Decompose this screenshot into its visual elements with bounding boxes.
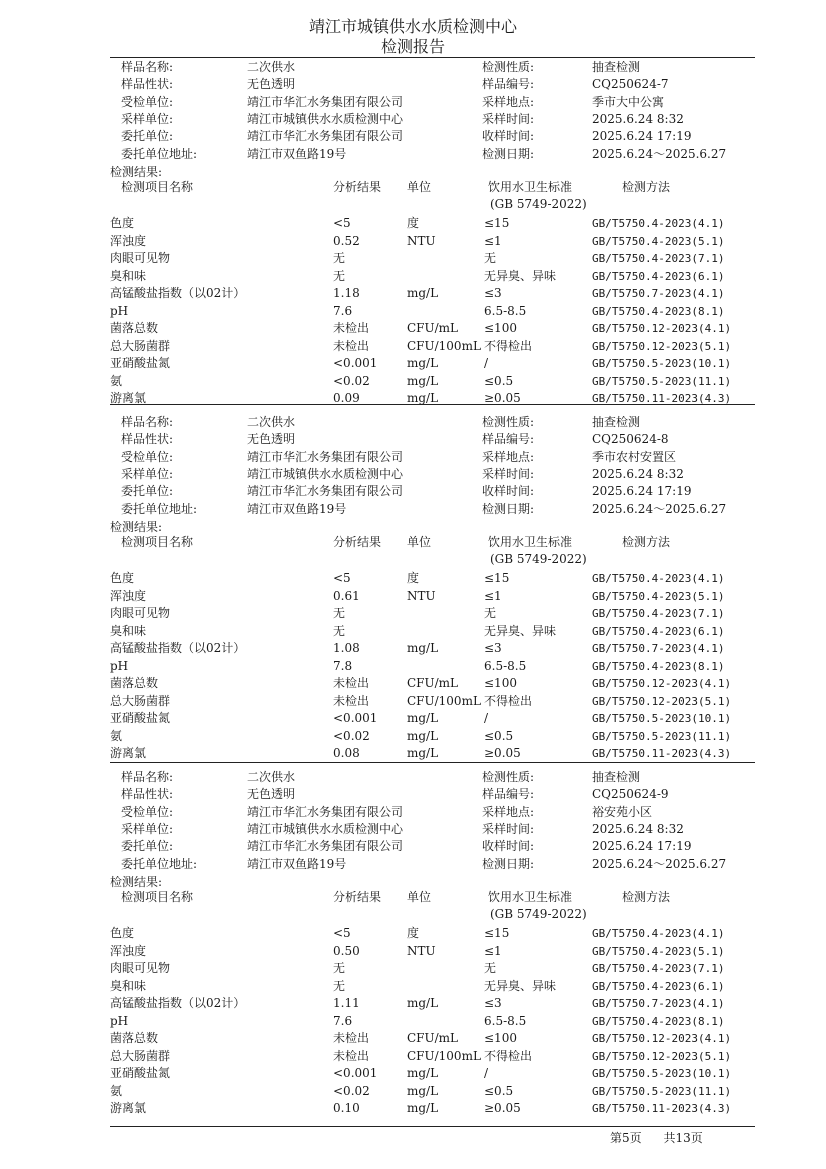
cell-item: 臭和味 bbox=[110, 979, 147, 993]
cell-result: 无 bbox=[333, 251, 346, 265]
cell-result: 无 bbox=[333, 624, 346, 638]
cell-std: ≤1 bbox=[484, 234, 502, 248]
cell-unit: CFU/mL bbox=[407, 1031, 459, 1045]
cell-unit: mg/L bbox=[407, 356, 439, 370]
cell-method: GB/T5750.12-2023(5.1) bbox=[592, 1050, 732, 1063]
cell-item: pH bbox=[110, 1014, 129, 1028]
cell-std: 6.5-8.5 bbox=[484, 1014, 527, 1028]
meta-value-inspected-unit: 靖江市华汇水务集团有限公司 bbox=[247, 805, 404, 819]
meta-value-sample-props: 无色透明 bbox=[247, 77, 296, 91]
cell-std: 不得检出 bbox=[484, 339, 533, 353]
cell-method: GB/T5750.12-2023(5.1) bbox=[592, 695, 732, 708]
meta-value-sample-name: 二次供水 bbox=[247, 60, 296, 74]
meta-value-receive-time: 2025.6.24 17:19 bbox=[592, 129, 692, 143]
meta-value-sample-props: 无色透明 bbox=[247, 432, 296, 446]
cell-item: 游离氯 bbox=[110, 746, 147, 760]
cell-method: GB/T5750.4-2023(4.1) bbox=[592, 572, 725, 585]
cell-std: 无 bbox=[484, 251, 497, 265]
cell-result: 无 bbox=[333, 606, 346, 620]
cell-method: GB/T5750.12-2023(4.1) bbox=[592, 677, 732, 690]
cell-unit: mg/L bbox=[407, 1084, 439, 1098]
meta-value-client-address: 靖江市双鱼路19号 bbox=[247, 857, 347, 871]
cell-std: / bbox=[484, 356, 489, 370]
cell-unit: mg/L bbox=[407, 1101, 439, 1115]
cell-std: ≤1 bbox=[484, 589, 502, 603]
cell-item: 肉眼可见物 bbox=[110, 251, 171, 265]
cell-std: ≤3 bbox=[484, 641, 502, 655]
cell-method: GB/T5750.7-2023(4.1) bbox=[592, 287, 725, 300]
meta-label-sample-no: 样品编号: bbox=[482, 787, 535, 801]
meta-value-sample-name: 二次供水 bbox=[247, 770, 296, 784]
meta-value-client-unit: 靖江市华汇水务集团有限公司 bbox=[247, 484, 404, 498]
cell-unit: mg/L bbox=[407, 391, 439, 405]
cell-result: 未检出 bbox=[333, 676, 370, 690]
cell-result: 0.50 bbox=[333, 944, 360, 958]
cell-item: 氨 bbox=[110, 374, 123, 388]
column-header-result: 分析结果 bbox=[333, 180, 382, 194]
cell-std: ≤100 bbox=[484, 676, 517, 690]
cell-method: GB/T5750.4-2023(6.1) bbox=[592, 625, 725, 638]
meta-value-client-address: 靖江市双鱼路19号 bbox=[247, 502, 347, 516]
cell-item: 色度 bbox=[110, 926, 135, 940]
cell-std: / bbox=[484, 1066, 489, 1080]
report-org-title: 靖江市城镇供水水质检测中心 bbox=[308, 17, 517, 36]
cell-std: ≤0.5 bbox=[484, 1084, 514, 1098]
cell-item: 游离氯 bbox=[110, 1101, 147, 1115]
cell-item: 氨 bbox=[110, 729, 123, 743]
meta-label-inspected-unit: 受检单位: bbox=[121, 95, 174, 109]
meta-value-test-nature: 抽查检测 bbox=[592, 770, 641, 784]
page-footer bbox=[610, 1129, 721, 1146]
meta-value-sample-props: 无色透明 bbox=[247, 787, 296, 801]
cell-item: 高锰酸盐指数（以02计） bbox=[110, 996, 246, 1010]
meta-label-sampling-unit: 采样单位: bbox=[121, 822, 174, 836]
meta-value-receive-time: 2025.6.24 17:19 bbox=[592, 839, 692, 853]
cell-item: 浑浊度 bbox=[110, 944, 147, 958]
column-header-method: 检测方法 bbox=[622, 535, 671, 549]
meta-value-test-nature: 抽查检测 bbox=[592, 415, 641, 429]
cell-std: 无异臭、异味 bbox=[484, 269, 557, 283]
column-header-item: 检测项目名称 bbox=[121, 180, 194, 194]
report-subtitle: 检测报告 bbox=[380, 37, 445, 56]
cell-method: GB/T5750.4-2023(7.1) bbox=[592, 252, 725, 265]
cell-result: 7.6 bbox=[333, 1014, 353, 1028]
meta-label-test-nature: 检测性质: bbox=[482, 770, 535, 784]
cell-std: ≥0.05 bbox=[484, 746, 521, 760]
meta-value-sampling-unit: 靖江市城镇供水水质检测中心 bbox=[247, 112, 404, 126]
cell-result: 1.08 bbox=[333, 641, 360, 655]
cell-unit: NTU bbox=[407, 589, 436, 603]
section-divider bbox=[110, 762, 755, 763]
meta-label-test-nature: 检测性质: bbox=[482, 415, 535, 429]
cell-method: GB/T5750.5-2023(11.1) bbox=[592, 375, 732, 388]
cell-std: 6.5-8.5 bbox=[484, 304, 527, 318]
column-header-unit: 单位 bbox=[407, 180, 432, 194]
cell-item: 高锰酸盐指数（以02计） bbox=[110, 286, 246, 300]
cell-result: 未检出 bbox=[333, 694, 370, 708]
cell-std: ≤15 bbox=[484, 571, 510, 585]
column-header-standard-ref: (GB 5749-2022) bbox=[490, 552, 587, 566]
cell-result: 未检出 bbox=[333, 1031, 370, 1045]
cell-result: 7.8 bbox=[333, 659, 353, 673]
cell-std: ≤0.5 bbox=[484, 374, 514, 388]
cell-item: 氨 bbox=[110, 1084, 123, 1098]
cell-item: 肉眼可见物 bbox=[110, 961, 171, 975]
cell-method: GB/T5750.4-2023(7.1) bbox=[592, 962, 725, 975]
meta-label-client-unit: 委托单位: bbox=[121, 839, 174, 853]
meta-label-sample-name: 样品名称: bbox=[121, 770, 174, 784]
cell-std: ≤15 bbox=[484, 216, 510, 230]
meta-label-sampling-time: 采样时间: bbox=[482, 822, 535, 836]
cell-method: GB/T5750.5-2023(11.1) bbox=[592, 730, 732, 743]
cell-unit: 度 bbox=[407, 926, 420, 940]
meta-value-sampling-time: 2025.6.24 8:32 bbox=[592, 467, 684, 481]
cell-std: ≤100 bbox=[484, 1031, 517, 1045]
meta-label-test-nature: 检测性质: bbox=[482, 60, 535, 74]
cell-result: <0.02 bbox=[333, 1084, 370, 1098]
cell-item: pH bbox=[110, 304, 129, 318]
meta-value-client-address: 靖江市双鱼路19号 bbox=[247, 147, 347, 161]
cell-unit: mg/L bbox=[407, 746, 439, 760]
cell-result: <5 bbox=[333, 926, 351, 940]
meta-label-client-unit: 委托单位: bbox=[121, 129, 174, 143]
meta-label-sampling-site: 采样地点: bbox=[482, 95, 535, 109]
meta-value-test-date: 2025.6.24～2025.6.27 bbox=[592, 147, 727, 161]
cell-method: GB/T5750.7-2023(4.1) bbox=[592, 642, 725, 655]
results-heading: 检测结果: bbox=[110, 875, 163, 889]
column-header-standard: 饮用水卫生标准 bbox=[488, 180, 573, 194]
meta-value-sample-no: CQ250624-9 bbox=[592, 787, 669, 801]
column-header-item: 检测项目名称 bbox=[121, 890, 194, 904]
cell-method: GB/T5750.4-2023(5.1) bbox=[592, 945, 725, 958]
cell-item: 臭和味 bbox=[110, 269, 147, 283]
meta-label-client-address: 委托单位地址: bbox=[121, 502, 198, 516]
meta-label-sample-name: 样品名称: bbox=[121, 60, 174, 74]
bottom-divider bbox=[110, 1126, 755, 1127]
meta-label-inspected-unit: 受检单位: bbox=[121, 805, 174, 819]
cell-method: GB/T5750.4-2023(4.1) bbox=[592, 217, 725, 230]
cell-std: ≤3 bbox=[484, 996, 502, 1010]
cell-item: 色度 bbox=[110, 571, 135, 585]
cell-std: 不得检出 bbox=[484, 694, 533, 708]
cell-unit: mg/L bbox=[407, 711, 439, 725]
meta-label-client-address: 委托单位地址: bbox=[121, 857, 198, 871]
cell-unit: 度 bbox=[407, 571, 420, 585]
cell-method: GB/T5750.12-2023(4.1) bbox=[592, 322, 732, 335]
cell-method: GB/T5750.4-2023(5.1) bbox=[592, 590, 725, 603]
cell-unit: CFU/100mL bbox=[407, 694, 481, 708]
meta-label-sampling-site: 采样地点: bbox=[482, 805, 535, 819]
meta-value-client-unit: 靖江市华汇水务集团有限公司 bbox=[247, 839, 404, 853]
cell-method: GB/T5750.4-2023(8.1) bbox=[592, 1015, 725, 1028]
cell-method: GB/T5750.4-2023(5.1) bbox=[592, 235, 725, 248]
column-header-unit: 单位 bbox=[407, 890, 432, 904]
meta-label-sample-no: 样品编号: bbox=[482, 432, 535, 446]
cell-result: <5 bbox=[333, 571, 351, 585]
meta-value-sampling-unit: 靖江市城镇供水水质检测中心 bbox=[247, 467, 404, 481]
cell-item: 菌落总数 bbox=[110, 1031, 159, 1045]
cell-result: <0.001 bbox=[333, 711, 378, 725]
cell-unit: CFU/mL bbox=[407, 321, 459, 335]
top-divider bbox=[110, 57, 755, 58]
cell-unit: mg/L bbox=[407, 641, 439, 655]
meta-label-test-date: 检测日期: bbox=[482, 857, 535, 871]
meta-label-client-address: 委托单位地址: bbox=[121, 147, 198, 161]
meta-value-inspected-unit: 靖江市华汇水务集团有限公司 bbox=[247, 95, 404, 109]
meta-label-sampling-site: 采样地点: bbox=[482, 450, 535, 464]
cell-item: 亚硝酸盐氮 bbox=[110, 711, 171, 725]
cell-std: / bbox=[484, 711, 489, 725]
cell-item: pH bbox=[110, 659, 129, 673]
meta-value-sampling-site: 裕安苑小区 bbox=[592, 805, 653, 819]
meta-value-sample-no: CQ250624-7 bbox=[592, 77, 669, 91]
cell-unit: mg/L bbox=[407, 1066, 439, 1080]
cell-result: 0.52 bbox=[333, 234, 360, 248]
cell-method: GB/T5750.11-2023(4.3) bbox=[592, 392, 732, 405]
cell-unit: NTU bbox=[407, 234, 436, 248]
page-total: 共13页 bbox=[663, 1131, 703, 1145]
cell-method: GB/T5750.5-2023(10.1) bbox=[592, 1067, 732, 1080]
cell-method: GB/T5750.4-2023(8.1) bbox=[592, 660, 725, 673]
cell-item: 浑浊度 bbox=[110, 234, 147, 248]
meta-value-sample-no: CQ250624-8 bbox=[592, 432, 669, 446]
cell-std: ≤3 bbox=[484, 286, 502, 300]
column-header-result: 分析结果 bbox=[333, 890, 382, 904]
cell-result: 无 bbox=[333, 269, 346, 283]
meta-value-sampling-time: 2025.6.24 8:32 bbox=[592, 822, 684, 836]
cell-method: GB/T5750.7-2023(4.1) bbox=[592, 997, 725, 1010]
cell-method: GB/T5750.12-2023(5.1) bbox=[592, 340, 732, 353]
cell-item: 总大肠菌群 bbox=[110, 694, 171, 708]
meta-label-inspected-unit: 受检单位: bbox=[121, 450, 174, 464]
cell-method: GB/T5750.5-2023(10.1) bbox=[592, 357, 732, 370]
column-header-standard-ref: (GB 5749-2022) bbox=[490, 197, 587, 211]
cell-method: GB/T5750.4-2023(7.1) bbox=[592, 607, 725, 620]
cell-result: 无 bbox=[333, 979, 346, 993]
column-header-method: 检测方法 bbox=[622, 180, 671, 194]
cell-method: GB/T5750.12-2023(4.1) bbox=[592, 1032, 732, 1045]
cell-method: GB/T5750.4-2023(8.1) bbox=[592, 305, 725, 318]
cell-std: ≥0.05 bbox=[484, 391, 521, 405]
cell-std: ≤100 bbox=[484, 321, 517, 335]
cell-std: 无 bbox=[484, 606, 497, 620]
cell-result: <0.001 bbox=[333, 356, 378, 370]
meta-label-receive-time: 收样时间: bbox=[482, 129, 535, 143]
cell-method: GB/T5750.5-2023(11.1) bbox=[592, 1085, 732, 1098]
cell-std: ≥0.05 bbox=[484, 1101, 521, 1115]
column-header-standard-ref: (GB 5749-2022) bbox=[490, 907, 587, 921]
cell-result: 未检出 bbox=[333, 1049, 370, 1063]
cell-unit: mg/L bbox=[407, 374, 439, 388]
cell-method: GB/T5750.11-2023(4.3) bbox=[592, 1102, 732, 1115]
cell-result: 未检出 bbox=[333, 339, 370, 353]
meta-label-sampling-time: 采样时间: bbox=[482, 112, 535, 126]
meta-value-test-date: 2025.6.24～2025.6.27 bbox=[592, 857, 727, 871]
cell-std: 6.5-8.5 bbox=[484, 659, 527, 673]
meta-value-sampling-unit: 靖江市城镇供水水质检测中心 bbox=[247, 822, 404, 836]
meta-label-sampling-time: 采样时间: bbox=[482, 467, 535, 481]
cell-std: ≤15 bbox=[484, 926, 510, 940]
cell-method: GB/T5750.4-2023(6.1) bbox=[592, 270, 725, 283]
column-header-result: 分析结果 bbox=[333, 535, 382, 549]
cell-result: <0.02 bbox=[333, 729, 370, 743]
cell-unit: mg/L bbox=[407, 996, 439, 1010]
meta-value-sampling-site: 季市农村安置区 bbox=[592, 450, 677, 464]
meta-label-sample-props: 样品性状: bbox=[121, 77, 174, 91]
cell-item: 高锰酸盐指数（以02计） bbox=[110, 641, 246, 655]
meta-label-sample-props: 样品性状: bbox=[121, 432, 174, 446]
cell-unit: NTU bbox=[407, 944, 436, 958]
meta-label-sampling-unit: 采样单位: bbox=[121, 112, 174, 126]
cell-item: 臭和味 bbox=[110, 624, 147, 638]
cell-result: 无 bbox=[333, 961, 346, 975]
meta-label-sample-props: 样品性状: bbox=[121, 787, 174, 801]
cell-std: 无异臭、异味 bbox=[484, 979, 557, 993]
column-header-method: 检测方法 bbox=[622, 890, 671, 904]
cell-method: GB/T5750.4-2023(6.1) bbox=[592, 980, 725, 993]
cell-unit: CFU/100mL bbox=[407, 1049, 481, 1063]
meta-value-receive-time: 2025.6.24 17:19 bbox=[592, 484, 692, 498]
cell-result: 1.11 bbox=[333, 996, 360, 1010]
cell-item: 色度 bbox=[110, 216, 135, 230]
cell-unit: mg/L bbox=[407, 729, 439, 743]
meta-label-receive-time: 收样时间: bbox=[482, 839, 535, 853]
cell-item: 菌落总数 bbox=[110, 321, 159, 335]
column-header-standard: 饮用水卫生标准 bbox=[488, 890, 573, 904]
cell-item: 菌落总数 bbox=[110, 676, 159, 690]
column-header-unit: 单位 bbox=[407, 535, 432, 549]
cell-result: 未检出 bbox=[333, 321, 370, 335]
meta-value-client-unit: 靖江市华汇水务集团有限公司 bbox=[247, 129, 404, 143]
cell-result: <0.02 bbox=[333, 374, 370, 388]
cell-method: GB/T5750.5-2023(10.1) bbox=[592, 712, 732, 725]
cell-item: 总大肠菌群 bbox=[110, 1049, 171, 1063]
meta-value-inspected-unit: 靖江市华汇水务集团有限公司 bbox=[247, 450, 404, 464]
meta-label-sampling-unit: 采样单位: bbox=[121, 467, 174, 481]
cell-result: 7.6 bbox=[333, 304, 353, 318]
cell-item: 游离氯 bbox=[110, 391, 147, 405]
page-number: 第5页 bbox=[610, 1131, 642, 1145]
cell-item: 亚硝酸盐氮 bbox=[110, 1066, 171, 1080]
cell-result: 1.18 bbox=[333, 286, 360, 300]
meta-value-sampling-site: 季市大中公寓 bbox=[592, 95, 665, 109]
cell-result: <5 bbox=[333, 216, 351, 230]
cell-unit: CFU/100mL bbox=[407, 339, 481, 353]
cell-result: <0.001 bbox=[333, 1066, 378, 1080]
column-header-standard: 饮用水卫生标准 bbox=[488, 535, 573, 549]
meta-value-sampling-time: 2025.6.24 8:32 bbox=[592, 112, 684, 126]
meta-value-test-date: 2025.6.24～2025.6.27 bbox=[592, 502, 727, 516]
meta-value-sample-name: 二次供水 bbox=[247, 415, 296, 429]
meta-label-receive-time: 收样时间: bbox=[482, 484, 535, 498]
cell-method: GB/T5750.11-2023(4.3) bbox=[592, 747, 732, 760]
cell-item: 浑浊度 bbox=[110, 589, 147, 603]
cell-result: 0.10 bbox=[333, 1101, 360, 1115]
cell-unit: CFU/mL bbox=[407, 676, 459, 690]
results-heading: 检测结果: bbox=[110, 165, 163, 179]
cell-result: 0.08 bbox=[333, 746, 360, 760]
cell-std: 不得检出 bbox=[484, 1049, 533, 1063]
cell-unit: mg/L bbox=[407, 286, 439, 300]
cell-method: GB/T5750.4-2023(4.1) bbox=[592, 927, 725, 940]
cell-item: 总大肠菌群 bbox=[110, 339, 171, 353]
cell-result: 0.61 bbox=[333, 589, 360, 603]
meta-label-test-date: 检测日期: bbox=[482, 147, 535, 161]
results-heading: 检测结果: bbox=[110, 520, 163, 534]
cell-std: ≤1 bbox=[484, 944, 502, 958]
cell-item: 亚硝酸盐氮 bbox=[110, 356, 171, 370]
cell-item: 肉眼可见物 bbox=[110, 606, 171, 620]
meta-value-test-nature: 抽查检测 bbox=[592, 60, 641, 74]
meta-label-sample-name: 样品名称: bbox=[121, 415, 174, 429]
column-header-item: 检测项目名称 bbox=[121, 535, 194, 549]
cell-std: ≤0.5 bbox=[484, 729, 514, 743]
cell-unit: 度 bbox=[407, 216, 420, 230]
cell-std: 无 bbox=[484, 961, 497, 975]
meta-label-client-unit: 委托单位: bbox=[121, 484, 174, 498]
cell-result: 0.09 bbox=[333, 391, 360, 405]
cell-std: 无异臭、异味 bbox=[484, 624, 557, 638]
meta-label-sample-no: 样品编号: bbox=[482, 77, 535, 91]
meta-label-test-date: 检测日期: bbox=[482, 502, 535, 516]
